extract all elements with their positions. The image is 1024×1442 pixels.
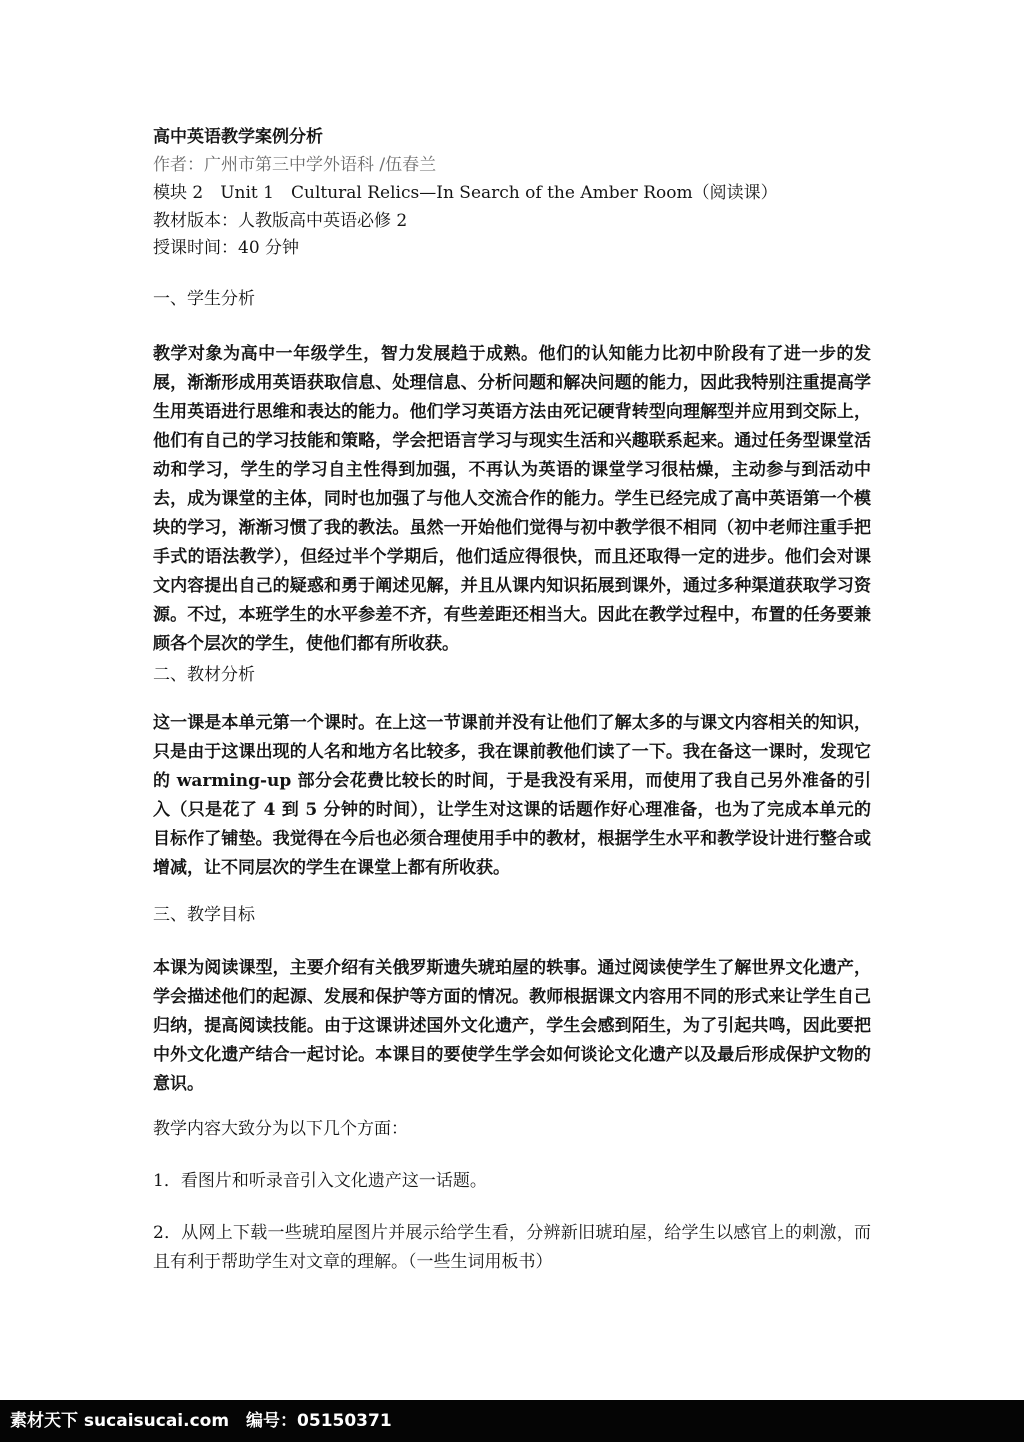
module-line: 模块 2 Unit 1 Cultural Relics—In Search of the Amber Room（阅读课） — [153, 183, 778, 203]
list-item: 1．看图片和听录音引入文化遗产这一话题。 — [153, 1171, 487, 1191]
section-body-student-analysis: 教学对象为高中一年级学生，智力发展趋于成熟。他们的认知能力比初中阶段有了进一步的发展，渐渐形成用英语获取信息、处理信息、分析问题和解决问题的能力，因此我特别注重提高学生用英语进行思维和表达的能力。他们学习英语方法由死记硬背转型向理解型并应用到交际上，他们有自己的学习技能和策略，学会把语言学习与现实生活和兴趣联系起来。通过任务型课堂活动和学习，学生的学习自主性得到加强，不再认为英语的课堂学习很枯燥，主动参与到活动中去，成为课堂的主体，同时也加强了与他人交流合作的能力。学生已经完成了高中英语第一个模块的学习，渐渐习惯了我的教法。虽然一开始他们觉得与初中教学很不相同（初中老师注重手把手式的语法教学），但经过半个学期后，他们适应得很快，而且还取得一定的进步。他们会对课文内容提出自己的疑惑和勇于阐述见解，并且从课内知识拓展到课外，通过多种渠道获取学习资源。不过，本班学生的水平参差不齐，有些差距还相当大。因此在教学过程中，布置的任务要兼顾各个层次的学生，使他们都有所收获。 — [153, 344, 871, 654]
author-line: 作者：广州市第三中学外语科 /伍春兰 — [153, 155, 437, 175]
section-body-material-analysis: 这一课是本单元第一个课时。在上这一节课前并没有让他们了解太多的与课文内容相关的知识，只是由于这课出现的人名和地方名比较多，我在课前教他们读了一下。我在备这一课时，发现它的 warming-up 部分会花费比较长的时间，于是我没有采用，而使用了我自己另外准备的引入（只是花了 4 到 5 分钟的时间），让学生对这课的话题作好心理准备，也为了完成本单元的目标作了铺垫。我觉得在今后也必须合理使用手中的教材，根据学生水平和教学设计进行整合或增减，让不同层次的学生在课堂上都有所收获。 — [153, 713, 871, 878]
section-body-teaching-objectives: 本课为阅读课型，主要介绍有关俄罗斯遗失琥珀屋的轶事。通过阅读使学生了解世界文化遗产，学会描述他们的起源、发展和保护等方面的情况。教师根据课文内容用不同的形式来让学生自己归纳，提高阅读技能。由于这课讲述国外文化遗产，学生会感到陌生，为了引起共鸣，因此要把中外文化遗产结合一起讨论。本课目的要使学生学会如何谈论文化遗产以及最后形成保护文物的意识。 — [153, 958, 871, 1094]
document-title: 高中英语教学案例分析 — [153, 127, 323, 147]
edition-line: 教材版本：人教版高中英语必修 2 — [153, 211, 408, 231]
section-heading-material-analysis: 二、教材分析 — [153, 665, 255, 685]
list-item: 2．从网上下载一些琥珀屋图片并展示给学生看，分辨新旧琥珀屋，给学生以感官上的刺激，而且有利于帮助学生对文章的理解。（一些生词用板书） — [153, 1223, 871, 1272]
content-intro: 教学内容大致分为以下几个方面： — [153, 1119, 408, 1139]
duration-line: 授课时间：40 分钟 — [153, 238, 300, 258]
watermark-banner: 素材天下 sucaisucai.com 编号：05150371 — [0, 1400, 1024, 1442]
section-heading-teaching-objectives: 三、教学目标 — [153, 905, 255, 925]
section-heading-student-analysis: 一、学生分析 — [153, 289, 255, 309]
